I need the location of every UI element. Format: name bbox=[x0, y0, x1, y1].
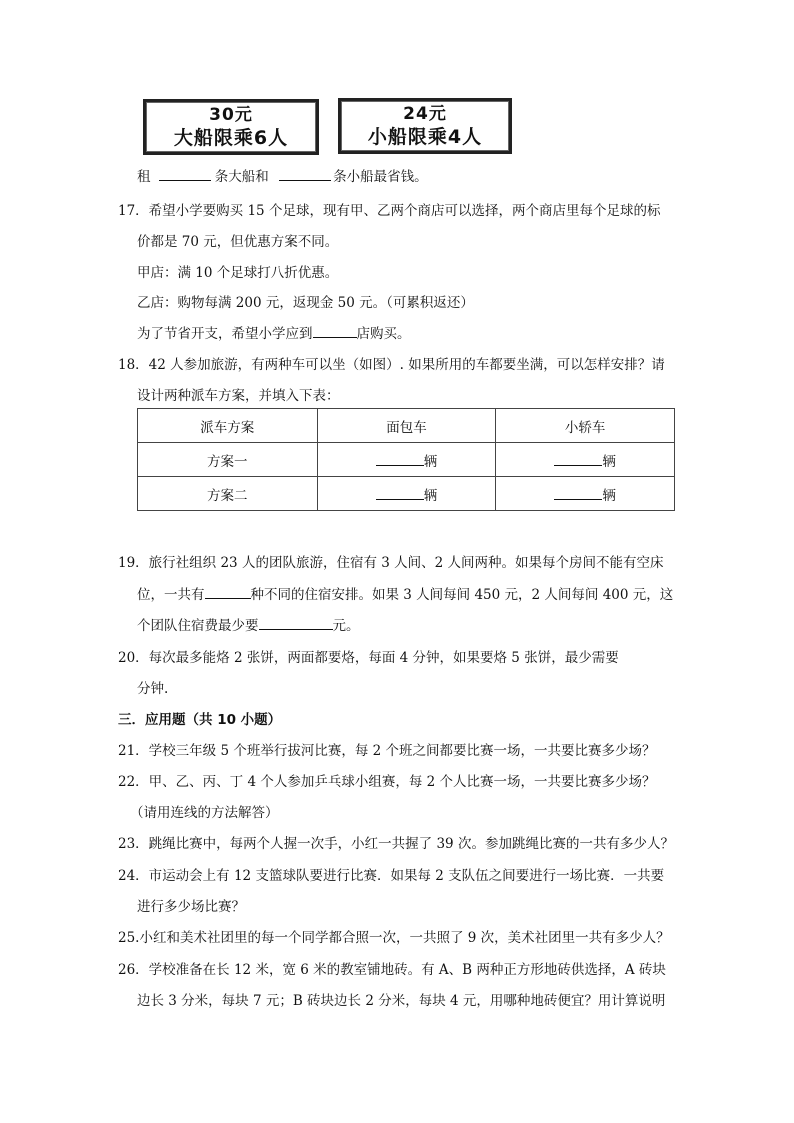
van-count-blank[interactable] bbox=[376, 453, 424, 466]
q26-line1: 26．学校准备在长 12 米，宽 6 米的教室铺地砖。有 A、B 两种正方形地砖供选择，A 砖块 bbox=[118, 962, 666, 978]
q19-blank-cost[interactable] bbox=[259, 617, 333, 630]
q16-text-c: 条小船最省钱。 bbox=[333, 169, 428, 185]
q16-text-a: 租 bbox=[137, 169, 151, 185]
q17-line5 bbox=[137, 322, 411, 342]
q20-line2: 分钟. bbox=[137, 681, 169, 697]
q16-text-b: 条大船和 bbox=[214, 169, 269, 185]
car-unit: 辆 bbox=[602, 487, 616, 504]
q19-line2 bbox=[137, 583, 673, 603]
q23: 23．跳绳比赛中，每两个人握一次手，小红一共握了 39 次。参加跳绳比赛的一共有多少人？ bbox=[118, 836, 674, 852]
q24-line2: 进行多少场比赛？ bbox=[137, 899, 245, 915]
big-boat-sign bbox=[143, 99, 319, 155]
q19-line3 bbox=[137, 614, 360, 634]
van-count-blank[interactable] bbox=[376, 487, 424, 500]
q19-text-c: 个团队住宿费最少要 bbox=[137, 618, 259, 634]
q17-line3: 甲店：满 10 个足球打八折优惠。 bbox=[137, 265, 339, 281]
q26-line2: 边长 3 分米，每块 7 元；B 砖块边长 2 分米，每块 4 元，用哪种地砖便宜？用计算说明 bbox=[137, 993, 666, 1009]
big-boat-rule: 大船限乘6人 bbox=[173, 127, 289, 149]
q25: 25.小红和美术社团里的每一个同学都合照一次，一共照了 9 次，美术社团里一共有多少人？ bbox=[118, 930, 670, 946]
section-heading: 三．应用题（共 10 小题） bbox=[118, 712, 282, 728]
table-row bbox=[138, 477, 675, 511]
car-unit: 辆 bbox=[602, 453, 616, 470]
q18-line2: 设计两种派车方案，并填入下表： bbox=[137, 388, 340, 404]
q17-line2: 价都是 70 元，但优惠方案不同。 bbox=[137, 234, 339, 250]
q19-text-a: 位，一共有 bbox=[137, 587, 205, 603]
car-count-cell bbox=[496, 443, 675, 477]
small-boat-rule: 小船限乘4人 bbox=[367, 126, 483, 148]
q18-line1: 18．42 人参加旅游，有两种车可以坐（如图）. 如果所用的车都要坐满，可以怎样安排？请 bbox=[118, 357, 665, 373]
dispatch-plan-table bbox=[137, 408, 675, 511]
van-count-cell bbox=[317, 443, 496, 477]
car-count-blank[interactable] bbox=[554, 487, 602, 500]
q19-text-d: 元。 bbox=[332, 618, 360, 634]
q17-text-a: 为了节省开支，希望小学应到 bbox=[137, 326, 313, 342]
van-unit: 辆 bbox=[423, 453, 438, 470]
plan-name: 方案一 bbox=[138, 443, 318, 477]
big-boat-price: 30元 bbox=[209, 105, 253, 125]
small-boat-sign bbox=[338, 98, 512, 154]
q24-line1: 24．市运动会上有 12 支篮球队要进行比赛．如果每 2 支队伍之间要进行一场比赛．一共要 bbox=[118, 868, 665, 884]
table-header-car: 小轿车 bbox=[496, 409, 675, 443]
q20-line1: 20．每次最多能烙 2 张饼，两面都要烙，每面 4 分钟，如果要烙 5 张饼，最少需要 bbox=[118, 650, 619, 666]
table-header-plan: 派车方案 bbox=[138, 409, 318, 443]
plan-name: 方案二 bbox=[138, 477, 318, 511]
q21: 21．学校三年级 5 个班举行拔河比赛，每 2 个班之间都要比赛一场，一共要比赛多少场？ bbox=[118, 743, 656, 759]
q16-answer-line bbox=[137, 165, 428, 185]
q16-blank-big[interactable] bbox=[159, 168, 211, 181]
table-header-row bbox=[138, 409, 675, 443]
q17-line4: 乙店：购物每满 200 元，返现金 50 元。（可累积返还） bbox=[137, 295, 474, 311]
small-boat-price: 24元 bbox=[403, 104, 447, 124]
table-row bbox=[138, 443, 675, 477]
q17-text-b: 店购买。 bbox=[356, 326, 411, 342]
q19-line1: 19．旅行社组织 23 人的团队旅游，住宿有 3 人间、2 人间两种。如果每个房间不能有空床 bbox=[118, 555, 664, 571]
q16-blank-small[interactable] bbox=[279, 168, 331, 181]
q19-text-b: 种不同的住宿安排。如果 3 人间每间 450 元，2 人间每间 400 元，这 bbox=[250, 587, 674, 603]
q22-line2: （请用连线的方法解答） bbox=[130, 805, 279, 821]
car-count-cell bbox=[496, 477, 675, 511]
car-count-blank[interactable] bbox=[554, 453, 602, 466]
q19-blank-count[interactable] bbox=[205, 586, 251, 599]
table-header-van: 面包车 bbox=[317, 409, 496, 443]
q17-line1: 17．希望小学要购买 15 个足球，现有甲、乙两个商店可以选择，两个商店里每个足球的标 bbox=[118, 203, 661, 219]
van-unit: 辆 bbox=[423, 487, 438, 504]
q17-blank-store[interactable] bbox=[313, 325, 357, 338]
van-count-cell bbox=[317, 477, 496, 511]
q22-line1: 22．甲、乙、丙、丁 4 个人参加乒乓球小组赛，每 2 个人比赛一场，一共要比赛多少场？ bbox=[118, 774, 656, 790]
